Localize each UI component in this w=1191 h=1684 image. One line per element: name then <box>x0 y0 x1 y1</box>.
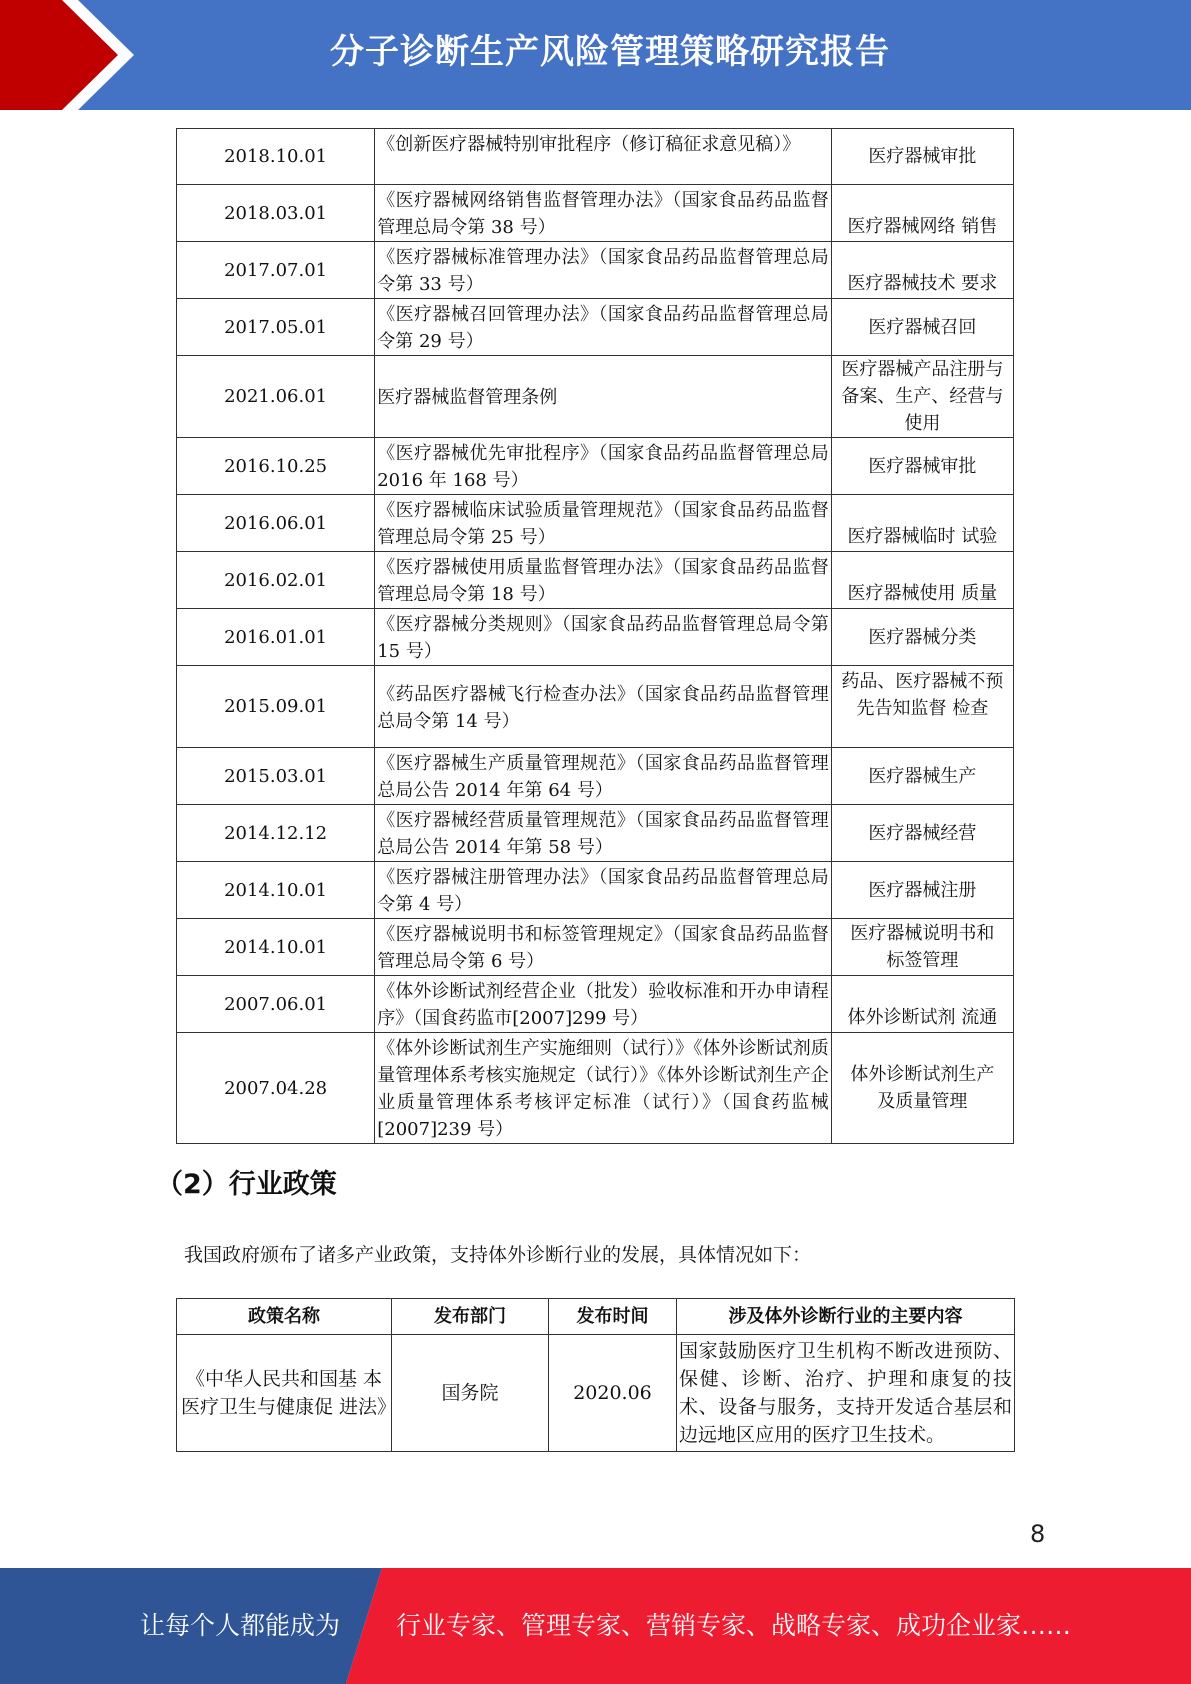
reg-name: 《体外诊断试剂生产实施细则（试行）》《体外诊断试剂质量管理体系考核实施规定（试行）》《体外诊断试剂生产企业质量管理体系考核评定标准（试行）》（国食药监械[2007]239 号） <box>375 1033 832 1144</box>
table-row <box>177 862 1014 919</box>
reg-name: 《医疗器械分类规则》（国家食品药品监督管理总局令第 15 号） <box>375 609 832 666</box>
column-header: 发布时间 <box>549 1299 677 1335</box>
reg-name: 《医疗器械注册管理办法》（国家食品药品监督管理总局令第 4 号） <box>375 862 832 919</box>
reg-name: 《医疗器械网络销售监督管理办法》（国家食品药品监督管理总局令第 38 号） <box>375 185 832 242</box>
reg-date: 2007.06.01 <box>177 976 375 1033</box>
reg-category: 医疗器械说明书和标签管理 <box>831 919 1013 976</box>
reg-name: 《医疗器械生产质量管理规范》（国家食品药品监督管理总局公告 2014 年第 64 号） <box>375 748 832 805</box>
reg-category: 医疗器械临时 试验 <box>831 495 1013 552</box>
header-arrow-icon <box>0 0 150 110</box>
reg-category: 医疗器械审批 <box>831 438 1013 495</box>
table-row <box>177 609 1014 666</box>
reg-date: 2015.03.01 <box>177 748 375 805</box>
reg-name: 《医疗器械临床试验质量管理规范》（国家食品药品监督管理总局令第 25 号） <box>375 495 832 552</box>
table-row <box>177 129 1014 185</box>
reg-name: 《体外诊断试剂经营企业（批发）验收标准和开办申请程序》（国食药监市[2007]299 号） <box>375 976 832 1033</box>
column-header: 发布部门 <box>392 1299 549 1335</box>
table-row <box>177 438 1014 495</box>
table-row <box>177 495 1014 552</box>
report-title: 分子诊断生产风险管理策略研究报告 <box>330 32 890 72</box>
reg-date: 2018.10.01 <box>177 129 375 185</box>
reg-category: 医疗器械网络 销售 <box>831 185 1013 242</box>
policy-time: 2020.06 <box>549 1335 677 1452</box>
reg-name: 《医疗器械标准管理办法》（国家食品药品监督管理总局令第 33 号） <box>375 242 832 299</box>
footer-slogan-left: 让每个人都能成为 <box>140 1611 341 1640</box>
reg-date: 2016.10.25 <box>177 438 375 495</box>
reg-date: 2014.12.12 <box>177 805 375 862</box>
table-row <box>177 1335 1015 1452</box>
table-row <box>177 976 1014 1033</box>
reg-date: 2017.07.01 <box>177 242 375 299</box>
table-row <box>177 185 1014 242</box>
section-title: （2）行业政策 <box>156 1169 337 1200</box>
column-header: 涉及体外诊断行业的主要内容 <box>677 1299 1015 1335</box>
table-row <box>177 552 1014 609</box>
reg-name: 《医疗器械召回管理办法》（国家食品药品监督管理总局令第 29 号） <box>375 299 832 356</box>
reg-category: 体外诊断试剂 流通 <box>831 976 1013 1033</box>
page-footer <box>0 1568 1191 1684</box>
reg-date: 2017.05.01 <box>177 299 375 356</box>
reg-category: 医疗器械技术 要求 <box>831 242 1013 299</box>
page-header <box>0 0 1191 110</box>
table-row <box>177 805 1014 862</box>
table-row <box>177 748 1014 805</box>
reg-name: 《医疗器械优先审批程序》（国家食品药品监督管理总局 2016 年 168 号） <box>375 438 832 495</box>
reg-category: 医疗器械审批 <box>831 129 1013 185</box>
table-header-row <box>177 1299 1015 1335</box>
intro-paragraph: 我国政府颁布了诸多产业政策，支持体外诊断行业的发展，具体情况如下： <box>184 1244 812 1266</box>
reg-date: 2014.10.01 <box>177 919 375 976</box>
reg-date: 2021.06.01 <box>177 356 375 438</box>
table-row <box>177 666 1014 748</box>
reg-date: 2014.10.01 <box>177 862 375 919</box>
policy-table <box>176 1298 1015 1452</box>
reg-category: 医疗器械分类 <box>831 609 1013 666</box>
reg-date: 2016.02.01 <box>177 552 375 609</box>
page-number: 8 <box>1030 1520 1046 1548</box>
reg-name: 《医疗器械使用质量监督管理办法》（国家食品药品监督管理总局令第 18 号） <box>375 552 832 609</box>
table-row <box>177 1033 1014 1144</box>
reg-date: 2016.06.01 <box>177 495 375 552</box>
policy-dept: 国务院 <box>392 1335 549 1452</box>
reg-category: 医疗器械使用 质量 <box>831 552 1013 609</box>
reg-category: 医疗器械召回 <box>831 299 1013 356</box>
reg-category: 体外诊断试剂生产及质量管理 <box>831 1033 1013 1144</box>
reg-date: 2015.09.01 <box>177 666 375 748</box>
reg-category: 医疗器械生产 <box>831 748 1013 805</box>
reg-name: 《创新医疗器械特别审批程序（修订稿征求意见稿）》 <box>375 129 832 185</box>
table-row <box>177 299 1014 356</box>
policy-name: 《中华人民共和国基 本医疗卫生与健康促 进法》 <box>177 1335 392 1452</box>
reg-name: 《医疗器械说明书和标签管理规定》（国家食品药品监督管理总局令第 6 号） <box>375 919 832 976</box>
regulations-table <box>176 128 1014 1144</box>
reg-name: 医疗器械监督管理条例 <box>375 356 832 438</box>
policy-content: 国家鼓励医疗卫生机构不断改进预防、保健、诊断、治疗、护理和康复的技术、设备与服务，支持开发适合基层和边远地区应用的医疗卫生技术。 <box>677 1335 1015 1452</box>
reg-name: 《医疗器械经营质量管理规范》（国家食品药品监督管理总局公告 2014 年第 58 号） <box>375 805 832 862</box>
reg-name: 《药品医疗器械飞行检查办法》（国家食品药品监督管理总局令第 14 号） <box>375 666 832 748</box>
reg-category: 医疗器械产品注册与备案、生产、经营与使用 <box>831 356 1013 438</box>
table-row <box>177 919 1014 976</box>
reg-date: 2018.03.01 <box>177 185 375 242</box>
reg-category: 药品、医疗器械不预先告知监督 检查 <box>831 666 1013 748</box>
reg-date: 2016.01.01 <box>177 609 375 666</box>
reg-category: 医疗器械注册 <box>831 862 1013 919</box>
reg-category: 医疗器械经营 <box>831 805 1013 862</box>
table-row <box>177 242 1014 299</box>
column-header: 政策名称 <box>177 1299 392 1335</box>
footer-slogan-right: 行业专家、管理专家、营销专家、战略专家、成功企业家…… <box>396 1611 1072 1640</box>
reg-date: 2007.04.28 <box>177 1033 375 1144</box>
table-row <box>177 356 1014 438</box>
